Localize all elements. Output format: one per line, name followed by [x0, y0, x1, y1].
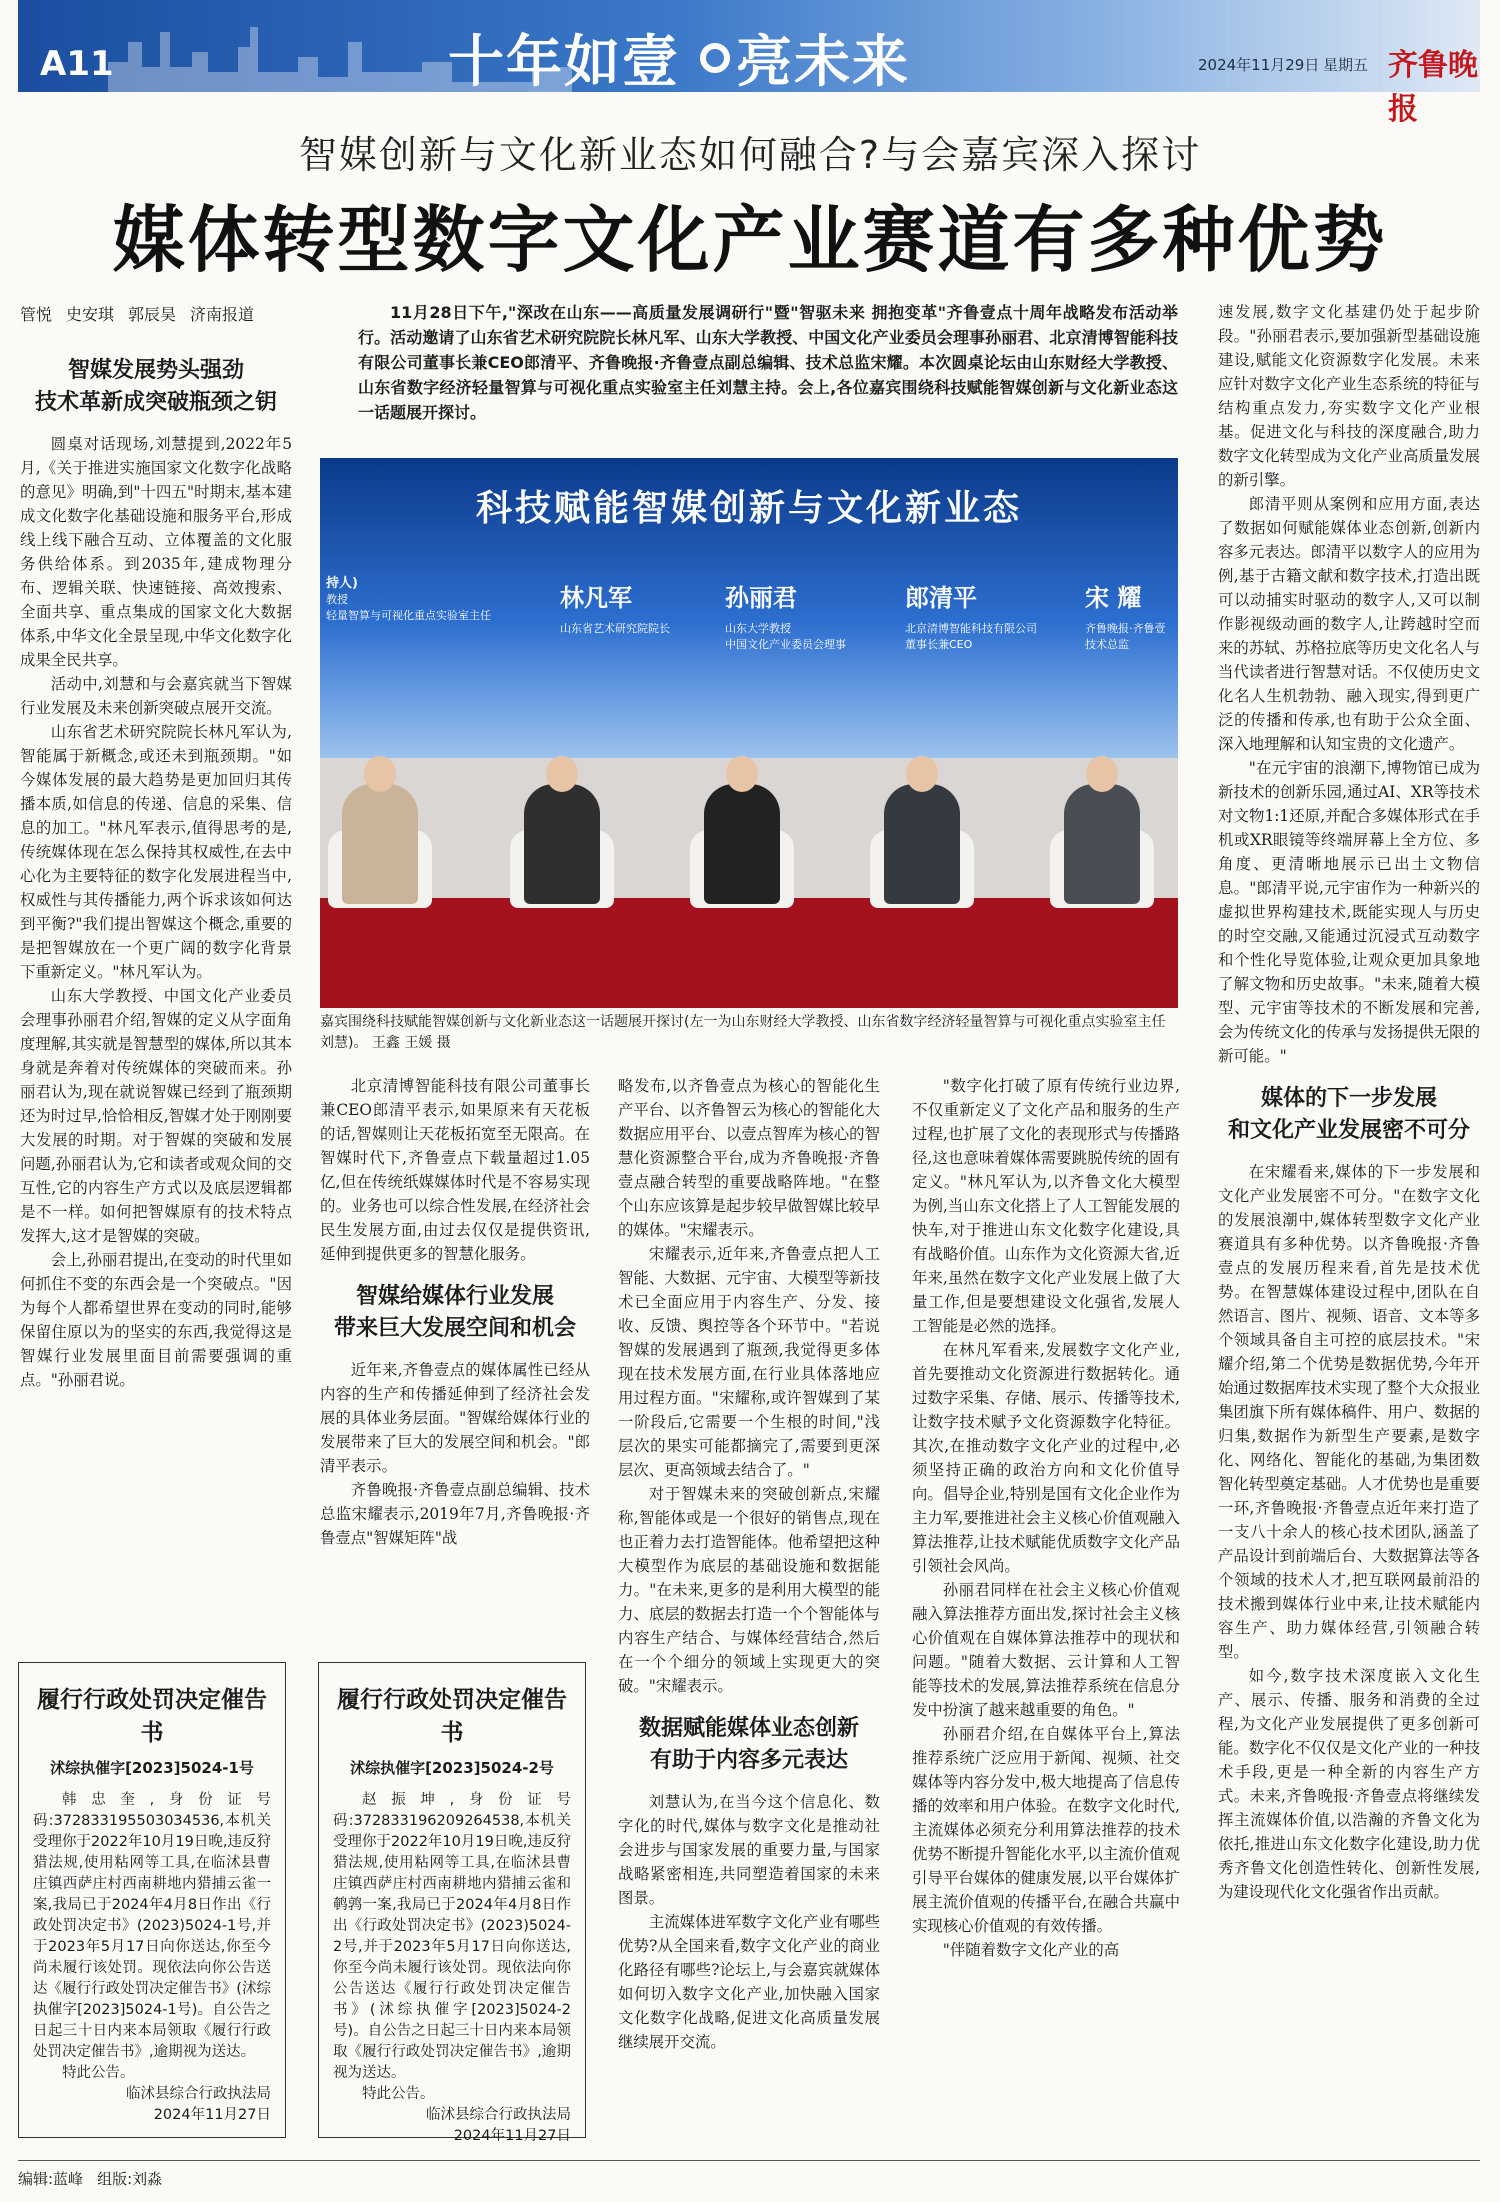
paragraph: 在宋耀看来,媒体的下一步发展和文化产业发展密不可分。"在数字文化的发展浪潮中,媒体转型数字文化产业赛道具有多种优势。以齐鲁晚报·齐鲁壹点的发展历程来看,首先是技术优势。在智慧媒体建设过程中,团队在自然语言、图片、视频、语音、文本等多个领域具备自主可控的底层技术。"宋耀介绍,第二个优势是数据优势,今年开始通过数据库技术实现了整个大众报业集团旗下所有媒体稿件、用户、数据的归集,数据作为新型生产要素,是数字化、网络化、智能化的基础,为集团数智化转型奠定基础。人才优势也是重要一环,齐鲁晚报·齐鲁壹点近年来打造了一支八十余人的核心技术团队,涵盖了产品设计到前端后台、大数据算法等各个领域的技术人才,把互联网最前沿的技术搬到媒体行业中来,让技术赋能内容生产、助力媒体经营,引领融合转型。 — [1218, 1163, 1480, 1661]
speaker-title: 技术总监 — [1085, 638, 1129, 651]
notice-text: 韩忠奎,身份证号码:372833195503034536,本机关受理你于2022年10月19日晚,违反狩猎法规,使用粘网等工具,在临沭县曹庄镇西萨庄村西南耕地内猎捕云雀一案,我局已于2024年4月8日作出《行政处罚决定书》(2023)5024-1号,并于2023年5月17日向你送达,你至今尚未履行该处罚。现依法向你公告送达《履行行政处罚决定催告书》(沭综执催字[2023]5024-1号)。自公告之日起三十日内来本局领取《履行行政处罚决定催告书》,逾期视为送达。 — [33, 1792, 271, 2060]
stage-floor — [320, 758, 1178, 1006]
speaker-title: 山东大学教授 — [725, 622, 791, 635]
section-heading-1: 智媒发展势头强劲 技术革新成突破瓶颈之钥 — [34, 357, 277, 415]
paragraph: 近年来,齐鲁壹点的媒体属性已经从内容的生产和传播延伸到了经济社会发展的具体业务层面。"智媒给媒体行业的发展带来了巨大的发展空间和机会。"郎清平表示。 — [320, 1361, 590, 1475]
paragraph: 宋耀表示,近年来,齐鲁壹点把人工智能、大数据、元宇宙、大模型等新技术已全面应用于内容生产、分发、接收、反馈、舆控等各个环节中。"若说智媒的发展遇到了瓶颈,我觉得更多体现在技术发展方面,在行业具体落地应用过程方面。"宋耀称,或许智媒到了某一阶段后,它需要一个生根的时间,"浅层次的果实可能都摘完了,需要到更深层次、更高领域去结合了。" — [618, 1245, 880, 1479]
article-headline: 媒体转型数字文化产业赛道有多种优势 — [112, 197, 1388, 282]
host-line-1: 教授 — [326, 593, 348, 606]
speaker-name: 宋 耀 — [1085, 584, 1142, 612]
author-3: 郭辰昊 — [128, 305, 177, 324]
head — [546, 756, 578, 792]
host-line-2: 轻量智算与可视化重点实验室主任 — [326, 609, 491, 622]
notice-issuer: 临沭县综合行政执法局 — [126, 2086, 271, 2102]
notice-number: 沭综执催字[2023]5024-2号 — [350, 1759, 554, 1777]
dateline: 济南报道 — [190, 305, 255, 324]
slogan-part-1: 十年如壹 — [448, 30, 680, 95]
notice-closing: 特此公告。 — [362, 2086, 435, 2102]
issue-weekday: 星期五 — [1323, 56, 1369, 74]
head — [1086, 756, 1118, 792]
speaker-title: 北京清博智能科技有限公司 — [905, 622, 1037, 635]
paragraph: 圆桌对话现场,刘慧提到,2022年5月,《关于推进实施国家文化数字化战略的意见》明确,到"十四五"时期末,基本建成文化数字化基础设施和服务平台,形成线上线下融合互动、立体覆盖的文化服务供给体系。到2035年,建成物理分布、逻辑关联、快速链接、高效搜索、全面共享、重点集成的国家文化大数据体系,中华文化全景呈现,中华文化数字化成果全民共享。 — [20, 435, 292, 669]
forum-photo — [320, 458, 1178, 1006]
speaker-name: 郎清平 — [905, 584, 977, 612]
paragraph: 齐鲁晚报·齐鲁壹点副总编辑、技术总监宋耀表示,2019年7月,齐鲁晚报·齐鲁壹点"智媒矩阵"战 — [320, 1481, 590, 1547]
author-1: 管悦 — [20, 305, 53, 324]
column-5 — [1218, 300, 1480, 1904]
paragraph: 在林凡军看来,发展数字文化产业,首先要推动文化资源进行数据转化。通过数字采集、存储、展示、传播等技术,让数字技术赋予文化资源数字化特征。其次,在推动数字文化产业的过程中,必须坚持正确的政治方向和文化价值导向。倡导企业,特别是国有文化企业作为主力军,要推进社会主义核心价值观融入算法推荐,让技术赋能优质数字文化产品引领社会风尚。 — [912, 1341, 1180, 1575]
column-4 — [912, 1074, 1180, 1962]
speaker-title: 齐鲁晚报·齐鲁壹 — [1085, 622, 1166, 635]
notice-body — [33, 1790, 271, 2084]
paragraph: 刘慧认为,在当今这个信息化、数字化的时代,媒体与数字文化是推动社会进步与国家发展的重要力量,与国家战略紧密相连,共同塑造着国家的未来图景。 — [618, 1793, 880, 1907]
paragraph: 孙丽君介绍,在自媒体平台上,算法推荐系统广泛应用于新闻、视频、社交媒体等内容分发中,极大地提高了信息传播的效率和用户体验。在数字文化时代,主流媒体必须充分利用算法推荐的技术优势不断提升智能化水平,以主流价值观引导平台媒体的健康发展,以平台媒体扩展主流价值观的传播平台,在融合共赢中实现核心价值观的有效传播。 — [912, 1725, 1180, 1935]
notice-issuer: 临沭县综合行政执法局 — [426, 2107, 571, 2123]
circle-logo-icon — [700, 43, 730, 73]
guest-figure — [524, 784, 600, 904]
paragraph: 略发布,以齐鲁壹点为核心的智能化生产平台、以齐鲁智云为核心的智能化大数据应用平台、以壹点智库为核心的智慧化资源整合平台,成为齐鲁晚报·齐鲁壹点融合转型的重要战略阵地。"在整个山东应该算是起步较早做智媒比较早的媒体。"宋耀表示。 — [618, 1077, 880, 1239]
head — [906, 756, 938, 792]
paragraph: "在元宇宙的浪潮下,博物馆已成为新技术的创新乐园,通过AI、XR等技术对文物1:1还原,并配合多媒体形式在手机或XR眼镜等终端屏幕上全方位、多角度、更清晰地展示已出土文物信息。"郎清平说,元宇宙作为一种新兴的虚拟世界构建技术,既能实现人与历史的时空交融,又能通过沉浸式互动数字和个性化导览体验,让观众更加具象地了解文物和历史故事。"未来,随着大模型、元宇宙等技术的不断发展和完善,会为传统文化的传承与发扬提供无限的新可能。" — [1218, 759, 1480, 1065]
paragraph: 主流媒体进军数字文化产业有哪些优势?从全国来看,数字文化产业的商业化路径有哪些?论坛上,与会嘉宾就媒体如何切入数字文化产业,加快融入国家文化数字化战略,促进文化高质量发展继续展开交流。 — [618, 1913, 880, 2051]
speaker-name: 孙丽君 — [725, 584, 797, 612]
column-1 — [20, 350, 292, 1392]
author-2: 史安琪 — [66, 305, 115, 324]
notice-title: 履行行政处罚决定催告书 — [37, 1686, 267, 1746]
paragraph: 北京清博智能科技有限公司董事长兼CEO郎清平表示,如果原来有天花板的话,智媒则让天花板拓宽至无限高。在智媒时代下,齐鲁壹点下载量超过1.05亿,但在传统纸媒媒体时代是不容易实现的。业务也可以综合性发展,在经济社会民生发展方面,由过去仅仅是提供资讯,延伸到提供更多的智慧化服务。 — [320, 1077, 590, 1263]
stage-screen — [320, 458, 1178, 758]
speaker-card-2 — [725, 578, 846, 653]
column-2 — [320, 1074, 590, 1550]
speaker-card-3 — [905, 578, 1037, 653]
article-intro: 11月28日下午,"深改在山东——高质量发展调研行"暨"智驱未来 拥抱变革"齐鲁壹点十周年战略发布活动举行。活动邀请了山东省艺术研究院院长林凡军、山东大学教授、中国文化产业委员会理事孙丽君、北京清博智能科技有限公司董事长兼CEO郎清平、齐鲁晚报·齐鲁壹点副总编辑、技术总监宋耀。本次圆桌论坛由山东财经大学教授、山东省数字经济轻量智算与可视化重点实验室主任刘慧主持。会上,各位嘉宾围绕科技赋能智媒创新与文化新业态这一话题展开探讨。 — [358, 303, 1178, 422]
speaker-card-4 — [1085, 578, 1166, 653]
notice-body — [333, 1790, 571, 2105]
paragraph: "数字化打破了原有传统行业边界,不仅重新定义了文化产品和服务的生产过程,也扩展了文化的表现形式与传播路径,这也意味着媒体需要跳脱传统的固有定义。"林凡军认为,以齐鲁文化大模型为例,当山东文化搭上了人工智能发展的快车,对于推进山东文化数字化建设,具有战略价值。山东作为文化资源大省,近年来,虽然在数字文化产业发展上做了大量工作,但是要想建设文化强省,发展人工智能是必然的选择。 — [912, 1077, 1180, 1335]
notice-closing: 特此公告。 — [62, 2065, 135, 2081]
speaker-card-1 — [560, 578, 670, 637]
paragraph: 山东大学教授、中国文化产业委员会理事孙丽君介绍,智媒的定义从字面角度理解,其实就是智慧型的媒体,所以其本身就是奔着对传统媒体的突破而来。孙丽君认为,现在就说智媒已经到了瓶颈期还为时过早,恰恰相反,智媒才处于刚刚要大发展的时期。对于智媒的突破和发展问题,孙丽君认为,它和读者或观众间的交互性,它的内容生产方式以及底层逻辑都是不一样。如何把智媒原有的技术特点发挥大,这才是智媒的突破。 — [20, 987, 292, 1245]
footer-divider — [18, 2160, 1480, 2161]
newspaper-brand: 齐鲁晚报 — [1388, 48, 1478, 127]
host-figure — [342, 784, 418, 904]
section-heading-3: 数据赋能媒体业态创新 有助于内容多元表达 — [638, 1715, 859, 1773]
guest-figure — [704, 784, 780, 904]
anniversary-slogan — [448, 18, 910, 98]
head — [364, 756, 396, 792]
paragraph: 山东省艺术研究院院长林凡军认为,智能属于新概念,或还未到瓶颈期。"如今媒体发展的最大趋势是更加回归其传播本质,如信息的传递、信息的采集、信息的加工。"林凡军表示,值得思考的是,传统媒体现在怎么保持其权威性,在去中心化为主要特征的数字化发展进程当中,权威性与其传播能力,两个诉求该如何达到平衡?"我们提出智媒这个概念,重要的是把智媒放在一个更广阔的数字化背景下重新定义。"林凡军认为。 — [20, 723, 292, 981]
paragraph: 会上,孙丽君提出,在变动的时代里如何抓住不变的东西会是一个突破点。"因为每个人都希望世界在变动的同时,能够保留住原以为的坚实的东西,我觉得这是智媒行业发展里面目前需要强调的重点。"孙丽君说。 — [20, 1251, 292, 1389]
byline — [20, 302, 268, 325]
legal-notice-2 — [318, 1662, 586, 2144]
page-header-banner — [18, 0, 1480, 127]
page-number: A11 — [40, 44, 114, 84]
column-3 — [618, 1074, 880, 2054]
speaker-title: 中国文化产业委员会理事 — [725, 638, 846, 651]
editor-credit: 编辑:蓝峰 — [18, 2170, 84, 2188]
layout-credit: 组版:刘淼 — [97, 2170, 163, 2188]
speaker-title: 山东省艺术研究院院长 — [560, 622, 670, 635]
notice-date: 2024年11月27日 — [453, 2128, 571, 2144]
paragraph: 速发展,数字文化基建仍处于起步阶段。"孙丽君表示,要加强新型基础设施建设,赋能文化资源数字化发展。未来应针对数字文化产业生态系统的特征与结构重点发力,夯实数字文化产业根基。促进文化与科技的深度融合,助力数字文化转型成为文化产业高质量发展的新引擎。 — [1218, 303, 1480, 489]
notice-title: 履行行政处罚决定催告书 — [337, 1686, 567, 1746]
issue-date: 2024年11月29日 — [1198, 56, 1320, 74]
guest-figure — [1064, 784, 1140, 904]
red-carpet — [320, 898, 1178, 1008]
speaker-name: 林凡军 — [560, 584, 632, 612]
paragraph: 对于智媒未来的突破创新点,宋耀称,智能体或是一个很好的销售点,现在也正着力去打造智能体。他希望把这种大模型作为底层的基础设施和数据能力。"在未来,更多的是利用大模型的能力、底层的数据去打造一个个智能体与内容生产结合、与媒体经营结合,然后在一个个细分的领域上实现更大的突破。"宋耀表示。 — [618, 1485, 880, 1695]
slogan-part-2: 亮未来 — [736, 30, 910, 95]
legal-notice-1 — [18, 1662, 286, 2138]
notice-date: 2024年11月27日 — [153, 2107, 271, 2123]
paragraph: 如今,数字技术深度嵌入文化生产、展示、传播、服务和消费的全过程,为文化产业发展提供了更多创新可能。数字化不仅仅是文化产业的一种技术手段,更是一种全新的内容生产方式。未来,齐鲁晚报·齐鲁壹点将继续发挥主流媒体价值,以浩瀚的齐鲁文化为依托,推进山东文化数字化建设,助力优秀齐鲁文化创造性转化、创新性发展,为建设现代化文化强省作出贡献。 — [1218, 1667, 1480, 1901]
host-card — [326, 576, 491, 624]
section-heading-4: 媒体的下一步发展 和文化产业发展密不可分 — [1227, 1085, 1470, 1143]
notice-text: 赵振坤,身份证号码:372833196209264538,本机关受理你于2022年10月19日晚,违反狩猎法规,使用粘网等工具,在临沭县曹庄镇西萨庄村西南耕地内猎捕云雀和鹌鹑一案,我局已于2024年4月8日作出《行政处罚决定书》(2023)5024-2号,并于2023年5月17日向你送达,你至今尚未履行该处罚。现依法向你公告送达《履行行政处罚决定催告书》(沭综执催字[2023]5024-2号)。自公告之日起三十日内来本局领取《履行行政处罚决定催告书》,逾期视为送达。 — [333, 1792, 571, 2081]
photo-caption: 嘉宾围绕科技赋能智媒创新与文化新业态这一话题展开探讨(左一为山东财经大学教授、山东省数字经济轻量智算与可视化重点实验室主任刘慧)。 王鑫 王媛 摄 — [320, 1014, 1166, 1051]
screen-title: 科技赋能智媒创新与文化新业态 — [475, 488, 1022, 529]
paragraph: 郎清平则从案例和应用方面,表达了数据如何赋能媒体业态创新,创新内容多元表达。郎清平以数字人的应用为例,基于古籍文献和数字技术,打造出既可以动捕实时驱动的数字人,又可以制作影视级动画的数字人,让跨越时空而来的苏轼、苏格拉底等历史文化名人与当代读者进行智慧对话。不仅使历史文化名人生机勃勃、融入现实,得到更广泛的传播和传承,也有助于公众全面、深入地理解和认知宝贵的文化遗产。 — [1218, 495, 1480, 753]
speaker-title: 董事长兼CEO — [905, 638, 973, 651]
section-heading-2: 智媒给媒体行业发展 带来巨大发展空间和机会 — [333, 1283, 576, 1341]
page-footer — [18, 2168, 176, 2189]
host-tag: 持人) — [326, 576, 358, 591]
paragraph: "伴随着数字文化产业的高 — [942, 1941, 1120, 1959]
notice-number: 沭综执催字[2023]5024-1号 — [50, 1759, 254, 1777]
guest-figure — [884, 784, 960, 904]
paragraph: 活动中,刘慧和与会嘉宾就当下智媒行业发展及未来创新突破点展开交流。 — [20, 675, 292, 717]
head — [726, 756, 758, 792]
paragraph: 孙丽君同样在社会主义核心价值观融入算法推荐方面出发,探讨社会主义核心价值观在自媒体算法推荐中的现状和问题。"随着大数据、云计算和人工智能等技术的发展,算法推荐系统在信息分发中扮演了越来越重要的角色。" — [912, 1581, 1180, 1719]
article-subtitle: 智媒创新与文化新业态如何融合?与会嘉宾深入探讨 — [298, 133, 1202, 177]
